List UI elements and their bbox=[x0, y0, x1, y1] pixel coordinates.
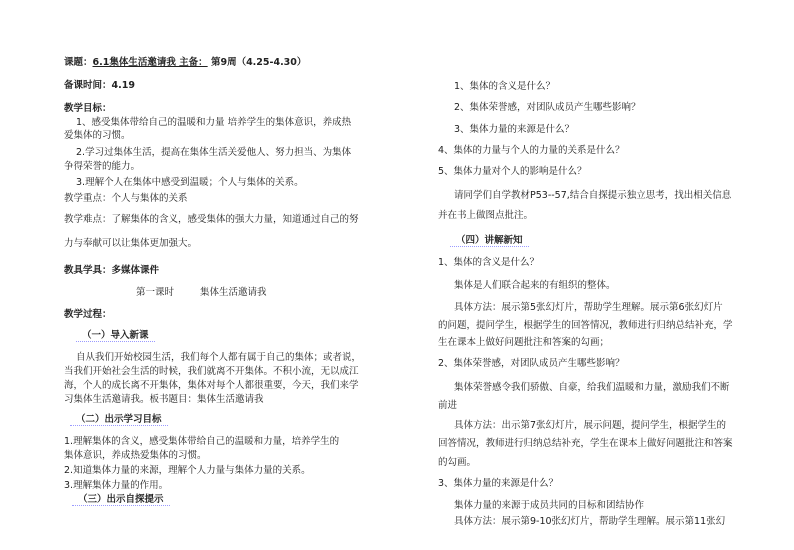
prompt-q3: 3、集体力量的来源是什么？ bbox=[454, 124, 575, 135]
lesson-label: 第一课时 bbox=[136, 287, 175, 298]
objective-1-line-a: 1.理解集体的含义，感受集体带给自己的温暖和力量，培养学生的 bbox=[64, 436, 340, 447]
q1-answer: 集体是人们联合起来的有组织的整体。 bbox=[454, 280, 616, 291]
q1-method-line-1: 具体方法：展示第5张幻灯片，帮助学生理解。展示第6张幻灯片 bbox=[454, 302, 723, 313]
objective-1-line-b: 集体意识，养成热爱集体的习惯。 bbox=[64, 450, 207, 461]
key-point: 教学重点：个人与集体的关系 bbox=[64, 193, 188, 204]
title-link[interactable]: 6.1集体生活邀请我 主备： bbox=[92, 57, 208, 68]
section-4-heading: （四）讲解新知 bbox=[450, 235, 529, 247]
intro-line-3: 海，个人的成长离不开集体，集体对每个人都很重要，今天，我们来学 bbox=[64, 380, 359, 391]
prompt-q5: 5、集体力量对个人的影响是什么？ bbox=[438, 166, 587, 177]
goal-3: 3.理解个人在集体中感受到温暖；个人与集体的关系。 bbox=[76, 177, 304, 188]
prep-time: 备课时间：4.19 bbox=[64, 80, 135, 91]
process-heading: 教学过程： bbox=[64, 309, 112, 320]
title-prefix: 课题： bbox=[64, 57, 93, 68]
q2-answer-line-2: 前进 bbox=[438, 400, 458, 411]
goal-2-line-b: 争得荣誉的能力。 bbox=[64, 161, 141, 172]
intro-line-4: 习集体生活邀请我。板书题目：集体生活邀请我 bbox=[64, 394, 264, 405]
q2-method-line-2: 回答情况，教师进行归纳总结补充，学生在课本上做好问题批注和答案 bbox=[438, 438, 733, 449]
goal-1-line-a: 1、感受集体带给自己的温暖和力量 培养学生的集体意识，养成热 bbox=[76, 117, 352, 128]
title-week: 第9周（4.25-4.30） bbox=[207, 57, 307, 68]
teaching-tools: 教具学具：多媒体课件 bbox=[64, 265, 160, 276]
q2-method-line-3: 的勾画。 bbox=[438, 457, 477, 468]
new-knowledge-q1: 1、集体的含义是什么？ bbox=[438, 257, 540, 268]
intro-line-1: 自从我们开始校园生活，我们每个人都有属于自己的集体；或者说， bbox=[76, 352, 362, 363]
goal-1-line-b: 爱集体的习惯。 bbox=[64, 130, 131, 141]
q3-method-line-1: 具体方法：展示第9-10张幻灯片，帮助学生理解。展示第11张幻 bbox=[454, 516, 726, 527]
q2-method-line-1: 具体方法：出示第7张幻灯片，展示问题，提问学生，根据学生的 bbox=[454, 420, 727, 431]
section-2-heading: （二）出示学习目标 bbox=[70, 414, 168, 426]
difficulty-line-b: 力与奉献可以让集体更加强大。 bbox=[64, 238, 198, 249]
goals-heading: 教学目标： bbox=[64, 103, 112, 114]
objective-3: 3.理解集体力量的作用。 bbox=[64, 480, 169, 491]
q3-answer: 集体力量的来源于成员共同的目标和团结协作 bbox=[454, 500, 645, 511]
section-1-heading: （一）导入新课 bbox=[76, 330, 155, 342]
prompt-q1: 1、集体的含义是什么？ bbox=[454, 81, 556, 92]
q1-method-line-3: 生在课本上做好问题批注和答案的勾画； bbox=[438, 337, 610, 348]
intro-line-2: 当我们开始社会生活的时候，我们就离不开集体。不积小流，无以成江 bbox=[64, 366, 359, 377]
lesson-heading: 集体生活邀请我 bbox=[200, 287, 267, 298]
lesson-title-line bbox=[64, 57, 306, 69]
self-study-line-a: 请同学们自学教材P53--57,结合自探提示独立思考，找出相关信息 bbox=[454, 190, 732, 201]
objective-2: 2.知道集体力量的来源，理解个人力量与集体力量的关系。 bbox=[64, 465, 311, 476]
self-study-line-b: 并在书上做图点批注。 bbox=[438, 210, 534, 221]
prompt-q4: 4、集体的力量与个人的力量的关系是什么？ bbox=[438, 145, 625, 156]
goal-2-line-a: 2.学习过集体生活，提高在集体生活关爱他人、努力担当、为集体 bbox=[76, 147, 352, 158]
section-3-heading: （三）出示自探提示 bbox=[72, 494, 170, 506]
prompt-q2: 2、集体荣誉感，对团队成员产生哪些影响？ bbox=[454, 102, 641, 113]
q1-method-line-2: 的问题，提问学生，根据学生的回答情况，教师进行归纳总结补充，学 bbox=[438, 320, 733, 331]
difficulty-line-a: 教学难点：了解集体的含义，感受集体的强大力量，知道通过自己的努 bbox=[64, 214, 359, 225]
q2-answer-line-1: 集体荣誉感令我们骄傲、自豪，给我们温暖和力量，激励我们不断 bbox=[454, 382, 730, 393]
new-knowledge-q2: 2、集体荣誉感，对团队成员产生哪些影响？ bbox=[438, 358, 625, 369]
new-knowledge-q3: 3、集体力量的来源是什么？ bbox=[438, 478, 559, 489]
